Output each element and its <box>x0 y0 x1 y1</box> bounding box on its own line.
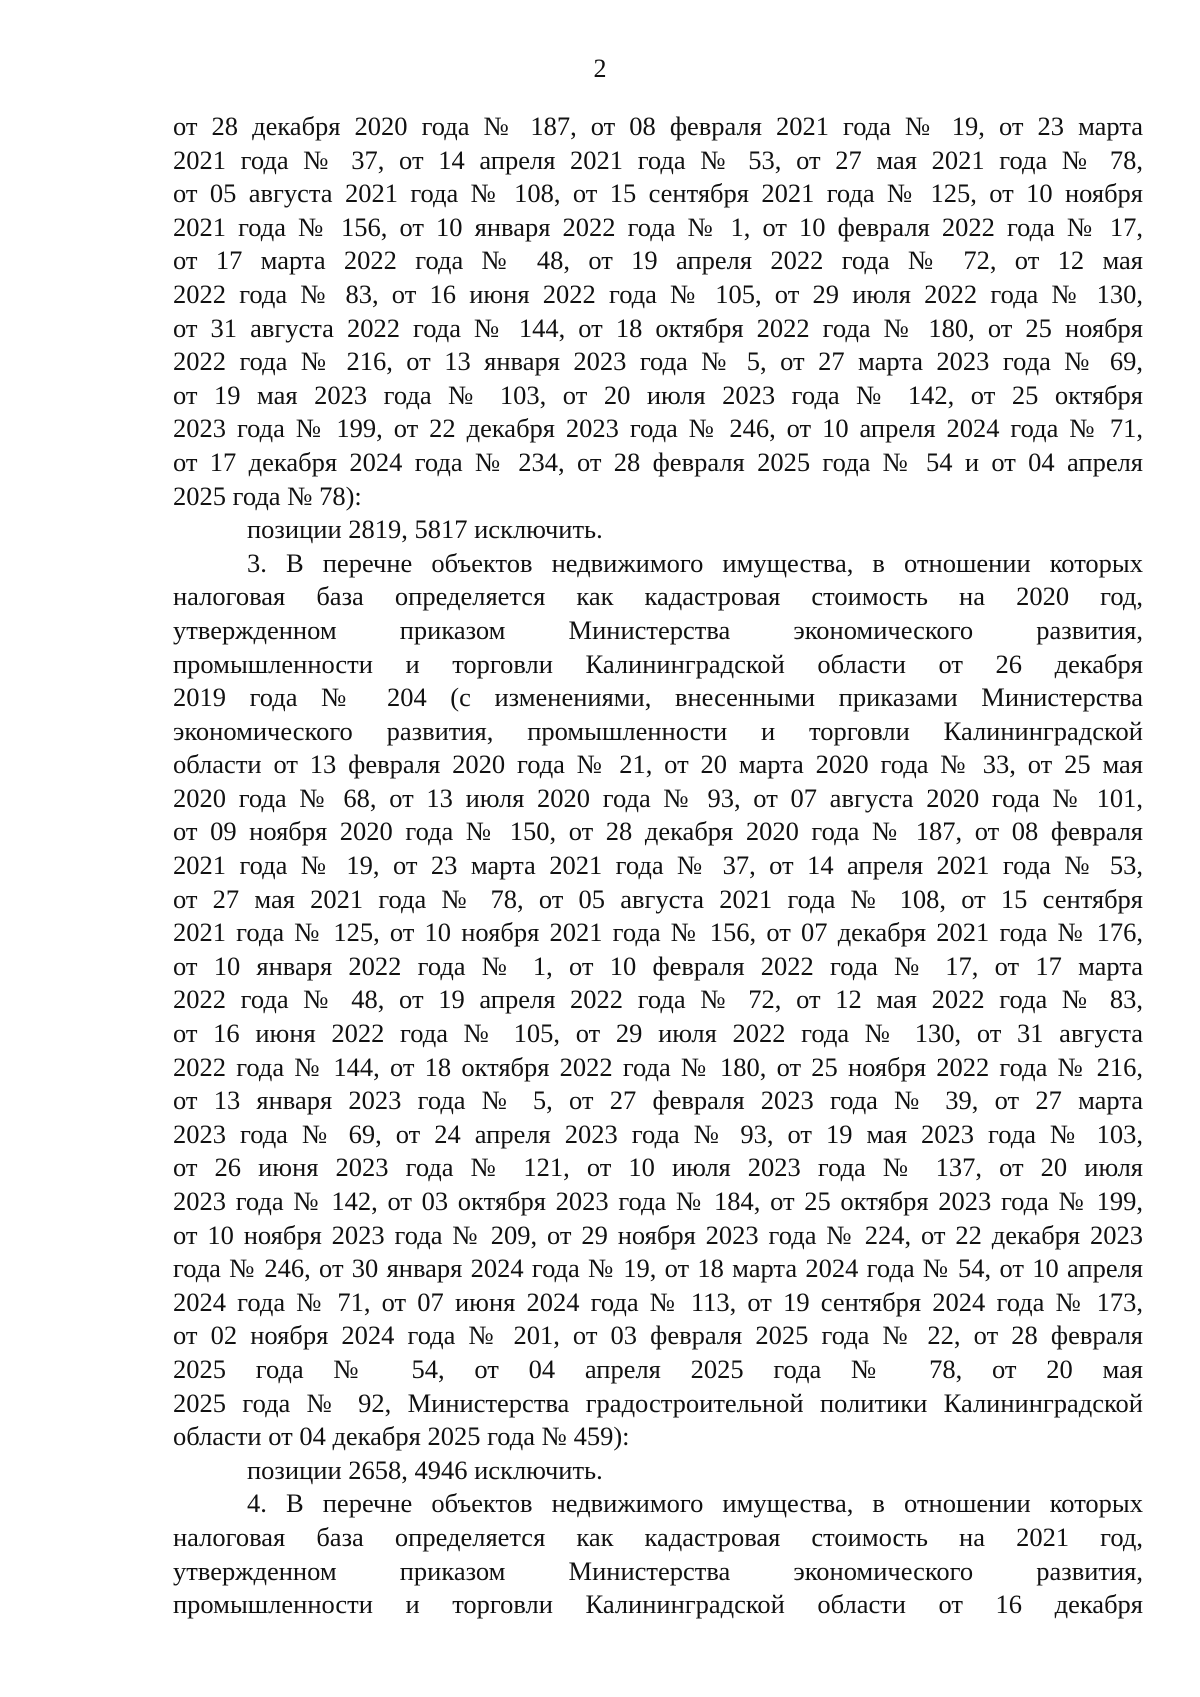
text-line: от 26 июня 2023 года № 121, от 10 июля 2023 года № 137, от 20 июля <box>173 1152 1143 1183</box>
text-line: года № 246, от 30 января 2024 года № 19, от 18 марта 2024 года № 54, от 10 апреля <box>173 1253 1143 1284</box>
paragraph-4-start: 4. В перечне объектов недвижимого имущества, в отношении которых <box>247 1488 1143 1519</box>
text-line: 2022 года № 216, от 13 января 2023 года № 5, от 27 марта 2023 года № 69, <box>173 346 1143 377</box>
text-line: от 10 ноября 2023 года № 209, от 29 ноября 2023 года № 224, от 22 декабря 2023 <box>173 1219 1143 1250</box>
text-line: от 10 января 2022 года № 1, от 10 февраля 2022 года № 17, от 17 марта <box>173 950 1143 981</box>
text-line: 2022 года № 83, от 16 июня 2022 года № 105, от 29 июля 2022 года № 130, <box>173 278 1143 309</box>
text-line: экономического развития, промышленности и торговли Калининградской <box>173 715 1143 746</box>
text-line: 2023 года № 142, от 03 октября 2023 года № 184, от 25 октября 2023 года № 199, <box>173 1186 1143 1216</box>
text-line: от 17 марта 2022 года № 48, от 19 апреля 2022 года № 72, от 12 мая <box>173 245 1143 276</box>
text-line: 2025 года № 54, от 04 апреля 2025 года № 78, от 20 мая <box>173 1353 1143 1384</box>
text-line: 2019 года № 204 (с изменениями, внесенными приказами Министерства <box>173 682 1143 713</box>
text-line: области от 04 декабря 2025 года № 459): <box>173 1421 630 1452</box>
document-body <box>173 110 1143 1622</box>
text-line: промышленности и торговли Калининградской области от 16 декабря <box>173 1589 1143 1620</box>
text-line: от 16 июня 2022 года № 105, от 29 июля 2022 года № 130, от 31 августа <box>173 1018 1143 1049</box>
text-line: от 27 мая 2021 года № 78, от 05 августа 2021 года № 108, от 15 сентября <box>173 883 1143 914</box>
text-line: 2025 года № 92, Министерства градостроительной политики Калининградской <box>173 1387 1143 1418</box>
page-number: 2 <box>593 54 607 83</box>
text-line: 2021 года № 37, от 14 апреля 2021 года № 53, от 27 мая 2021 года № 78, <box>173 144 1143 175</box>
exclusion-line: позиции 2819, 5817 исключить. <box>247 514 603 545</box>
text-line: от 02 ноября 2024 года № 201, от 03 февраля 2025 года № 22, от 28 февраля <box>173 1320 1143 1351</box>
text-line: от 17 декабря 2024 года № 234, от 28 февраля 2025 года № 54 и от 04 апреля <box>173 446 1143 477</box>
text-line: от 28 декабря 2020 года № 187, от 08 февраля 2021 года № 19, от 23 марта <box>173 111 1143 141</box>
text-line: от 13 января 2023 года № 5, от 27 февраля 2023 года № 39, от 27 марта <box>173 1085 1143 1116</box>
text-line: налоговая база определяется как кадастровая стоимость на 2020 год, <box>173 581 1143 612</box>
text-line: 2023 года № 199, от 22 декабря 2023 года № 246, от 10 апреля 2024 года № 71, <box>173 413 1143 444</box>
text-line: от 09 ноября 2020 года № 150, от 28 декабря 2020 года № 187, от 08 февраля <box>173 816 1143 847</box>
text-line: промышленности и торговли Калининградской области от 26 декабря <box>173 648 1143 679</box>
text-line: 2021 года № 125, от 10 ноября 2021 года № 156, от 07 декабря 2021 года № 176, <box>173 917 1143 948</box>
text-line: 2025 года № 78): <box>173 480 362 511</box>
text-line: 2022 года № 144, от 18 октября 2022 года № 180, от 25 ноября 2022 года № 216, <box>173 1051 1143 1082</box>
text-line: от 05 августа 2021 года № 108, от 15 сентября 2021 года № 125, от 10 ноября <box>173 178 1143 209</box>
text-line: утвержденном приказом Министерства экономического развития, <box>173 1555 1143 1586</box>
paragraph-3-start: 3. В перечне объектов недвижимого имущества, в отношении которых <box>247 547 1143 578</box>
text-line: 2023 года № 69, от 24 апреля 2023 года № 93, от 19 мая 2023 года № 103, <box>173 1118 1143 1149</box>
text-line: 2021 года № 156, от 10 января 2022 года № 1, от 10 февраля 2022 года № 17, <box>173 211 1143 242</box>
text-line: утвержденном приказом Министерства экономического развития, <box>173 614 1143 645</box>
text-line: от 31 августа 2022 года № 144, от 18 октября 2022 года № 180, от 25 ноября <box>173 312 1143 343</box>
text-line: 2022 года № 48, от 19 апреля 2022 года № 72, от 12 мая 2022 года № 83, <box>173 984 1143 1015</box>
text-line: налоговая база определяется как кадастровая стоимость на 2021 год, <box>173 1521 1143 1552</box>
text-line: 2020 года № 68, от 13 июля 2020 года № 93, от 07 августа 2020 года № 101, <box>173 782 1143 813</box>
text-line: от 19 мая 2023 года № 103, от 20 июля 2023 года № 142, от 25 октября <box>173 379 1143 410</box>
text-line: области от 13 февраля 2020 года № 21, от 20 марта 2020 года № 33, от 25 мая <box>173 749 1143 780</box>
exclusion-line: позиции 2658, 4946 исключить. <box>247 1454 603 1485</box>
text-line: 2024 года № 71, от 07 июня 2024 года № 113, от 19 сентября 2024 года № 173, <box>173 1286 1143 1317</box>
text-line: 2021 года № 19, от 23 марта 2021 года № 37, от 14 апреля 2021 года № 53, <box>173 850 1143 881</box>
